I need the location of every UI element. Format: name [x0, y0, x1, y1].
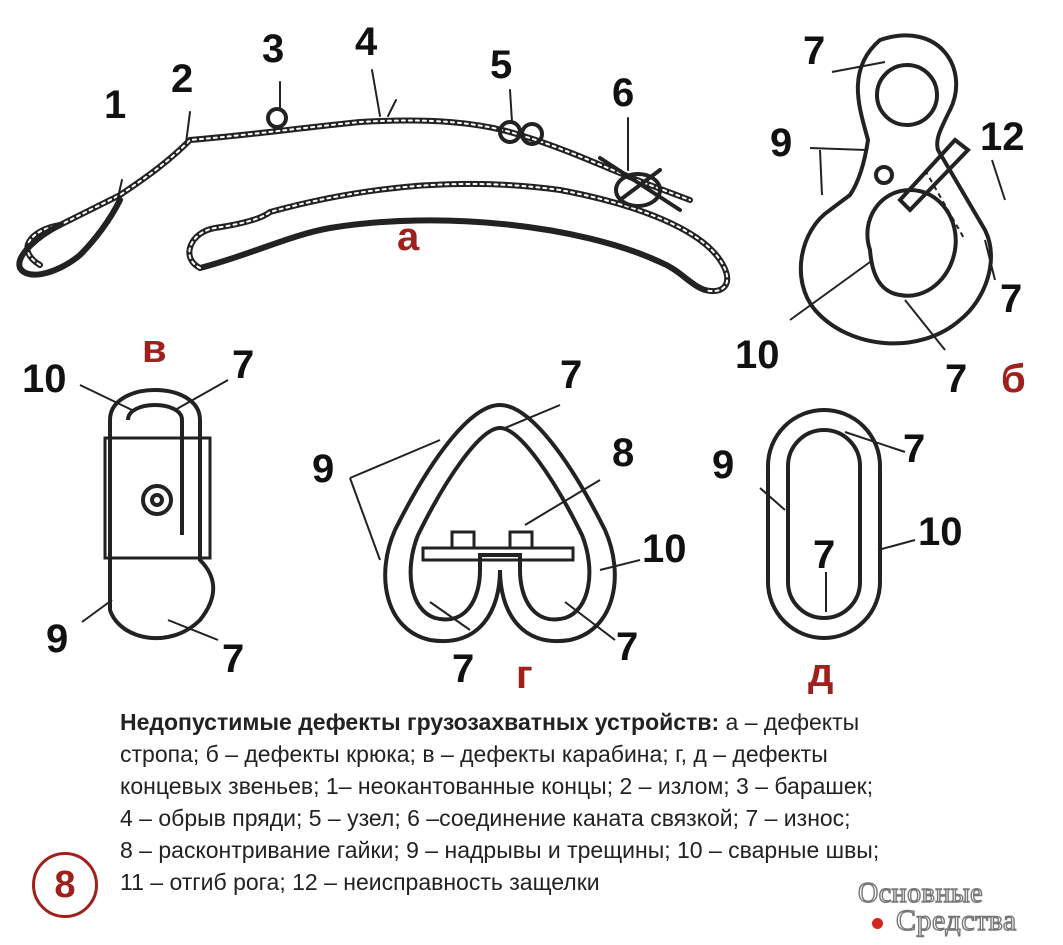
- carabiner-v: [80, 380, 228, 640]
- label-g7-top: 7: [560, 353, 583, 397]
- hook-eye: [877, 65, 937, 125]
- label-4: 4: [355, 20, 378, 64]
- label-g7-left: 7: [452, 647, 475, 691]
- sling-lower-rope: [189, 184, 727, 291]
- label-g7-right: 7: [616, 625, 639, 669]
- label-g9: 9: [312, 447, 335, 491]
- label-b10: 10: [735, 333, 780, 377]
- logo-line-2: Средства: [896, 904, 1017, 937]
- label-2: 2: [171, 57, 194, 101]
- logo-line-1: Основные: [858, 878, 984, 909]
- label-g10: 10: [642, 527, 687, 571]
- caption-line-6: 11 – отгиб рога; 12 – неисправность защелки: [120, 869, 600, 895]
- label-v7-top: 7: [232, 343, 255, 387]
- brand-logo: [858, 878, 1058, 940]
- hook-b: [790, 35, 1005, 350]
- link-g: [350, 405, 640, 641]
- caption-line-5: 8 – расконтривание гайки; 9 – надрывы и трещины; 10 – сварные швы;: [120, 837, 880, 863]
- label-1: 1: [104, 83, 127, 127]
- link-d: [760, 410, 915, 638]
- nut-right: [510, 532, 532, 548]
- figure-number-badge: 8: [32, 852, 98, 918]
- label-v7-bottom: 7: [222, 637, 245, 681]
- letter-g: г: [516, 653, 533, 697]
- label-v10: 10: [22, 357, 67, 401]
- letter-v: в: [142, 327, 167, 371]
- label-b9: 9: [770, 121, 793, 165]
- label-v9: 9: [46, 617, 69, 661]
- kink-loop-3: [268, 109, 286, 127]
- label-6: 6: [612, 71, 635, 115]
- label-d10: 10: [918, 510, 963, 554]
- figure-caption: [120, 706, 1050, 898]
- label-b7-top: 7: [803, 29, 826, 73]
- logo-dot-icon: [872, 918, 883, 929]
- label-b7-right: 7: [1000, 277, 1023, 321]
- letter-d: д: [808, 651, 834, 695]
- carabiner-sleeve: [105, 438, 210, 558]
- caption-line-2: стропа; б – дефекты крюка; в – дефекты карабина; г, д – дефекты: [120, 741, 828, 767]
- label-g8: 8: [612, 431, 635, 475]
- link-d-inner: [788, 430, 860, 618]
- letter-a: а: [397, 215, 420, 259]
- caption-title: Недопустимые дефекты грузозахватных устройств:: [120, 709, 720, 735]
- label-d7-bottom: 7: [813, 533, 836, 577]
- nut-left: [452, 532, 474, 548]
- caption-line-1: а – дефекты: [719, 709, 860, 735]
- label-b7-bottom: 7: [945, 357, 968, 401]
- label-3: 3: [262, 27, 285, 71]
- label-b12: 12: [980, 115, 1025, 159]
- label-5: 5: [490, 43, 513, 87]
- link-d-outer: [768, 410, 880, 638]
- caption-line-3: концевых звеньев; 1– неокантованные концы; 2 – излом; 3 – барашек;: [120, 773, 874, 799]
- label-d9: 9: [712, 443, 735, 487]
- letter-b: б: [1001, 357, 1026, 401]
- label-d7-top: 7: [903, 427, 926, 471]
- hook-body: [801, 35, 991, 343]
- carabiner-bolt: [143, 486, 171, 514]
- caption-line-4: 4 – обрыв пряди; 5 – узел; 6 –соединение каната связкой; 7 – износ;: [120, 805, 851, 831]
